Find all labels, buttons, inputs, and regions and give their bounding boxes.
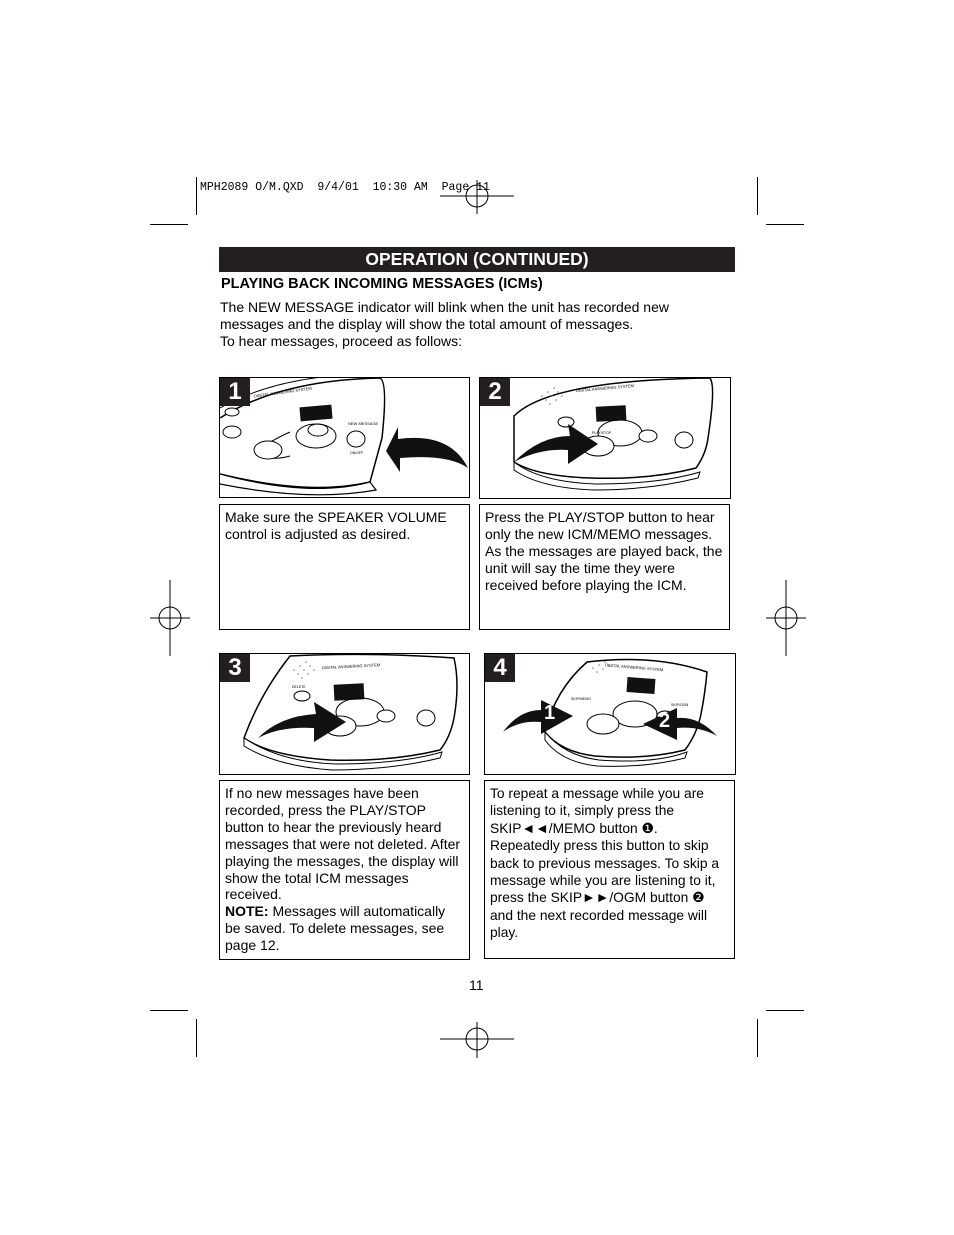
skip-memo-label: SKIP/MEMO	[571, 697, 591, 701]
step-caption-text: Press the PLAY/STOP button to hear only the new ICM/MEMO messages. As the messages are played back, the unit will say the time they were received before playing the ICM.	[485, 509, 723, 593]
slug-file: MPH2089 O/M.QXD	[200, 181, 304, 194]
crop-mark	[766, 224, 804, 225]
answering-machine-icon	[220, 378, 469, 497]
section-subheading: PLAYING BACK INCOMING MESSAGES (ICMs)	[221, 276, 543, 292]
intro-text	[220, 299, 740, 350]
step-3-caption	[219, 780, 470, 960]
page-number: 11	[469, 977, 484, 993]
registration-mark-icon	[440, 180, 514, 218]
step-3-illustration	[219, 653, 470, 775]
crop-mark	[150, 1010, 188, 1011]
intro-line: The NEW MESSAGE indicator will blink when the unit has recorded new	[220, 299, 669, 315]
slug-page: Page 11	[441, 181, 490, 194]
step-2-caption	[479, 504, 730, 630]
registration-mark-icon	[766, 580, 806, 656]
device-brand-label: DIGITAL ANSWERING SYSTEM	[575, 383, 635, 394]
answering-machine-icon	[220, 654, 469, 774]
answering-machine-icon	[480, 378, 730, 498]
device-brand-label: DIGITAL ANSWERING SYSTEM	[604, 662, 664, 673]
crop-mark	[196, 177, 197, 215]
step-number-badge: 4	[485, 654, 515, 682]
crop-mark	[196, 1019, 197, 1057]
answering-machine-icon	[485, 654, 735, 774]
step-number-badge: 1	[220, 378, 250, 406]
note-text: Messages will automatically be saved. To delete messages, see page 12.	[225, 903, 446, 954]
step-caption-text: Make sure the SPEAKER VOLUME control is adjusted as desired.	[225, 509, 447, 542]
step-1-caption	[219, 504, 470, 630]
play-stop-label: PLAY/STOP	[592, 431, 612, 435]
note-label: NOTE:	[225, 903, 269, 920]
step-number-badge: 3	[220, 654, 250, 682]
step-4-illustration	[484, 653, 736, 775]
step-caption-text	[225, 785, 464, 954]
intro-line: To hear messages, proceed as follows:	[220, 333, 463, 349]
step-1-illustration	[219, 377, 470, 498]
crop-mark	[150, 224, 188, 225]
slug-time: 10:30 AM	[372, 181, 428, 194]
step-number-badge: 2	[480, 378, 510, 406]
crop-mark	[757, 177, 758, 215]
section-banner: OPERATION (CONTINUED)	[219, 247, 735, 272]
arrow-1-label: 1	[544, 702, 556, 724]
registration-mark-icon	[440, 1020, 514, 1060]
device-brand-label: DIGITAL ANSWERING SYSTEM	[321, 662, 381, 671]
skip-ogm-label: SKIP/OGM	[671, 703, 689, 707]
step-caption-main: If no new messages have been recorded, press the PLAY/STOP button to hear the previously heard messages that were not deleted. After playing the messages, the display will show the total ICM messages received.	[225, 785, 461, 903]
crop-mark	[757, 1019, 758, 1057]
on-off-label: ON/OFF	[350, 451, 364, 455]
device-brand-label: DIGITAL ANSWERING SYSTEM	[253, 385, 313, 399]
arrow-2-label: 2	[659, 710, 671, 732]
step-caption-text: To repeat a message while you are listening to it, simply press the SKIP◄◄/MEMO button ❶. Repeatedly press this button to skip back to previous messages. To skip a message while you are listening to it, press the SKIP►►/OGM button ❷ and the next recorded message will play.	[490, 786, 720, 941]
intro-line: messages and the display will show the total amount of messages.	[220, 316, 634, 332]
slug-date: 9/4/01	[317, 181, 359, 194]
step-2-illustration	[479, 377, 731, 499]
delete-label: DELETE	[292, 685, 306, 689]
crop-mark	[766, 1010, 804, 1011]
new-message-label: NEW MESSAGE	[348, 421, 379, 426]
step-4-caption	[484, 780, 735, 959]
registration-mark-icon	[150, 580, 190, 656]
